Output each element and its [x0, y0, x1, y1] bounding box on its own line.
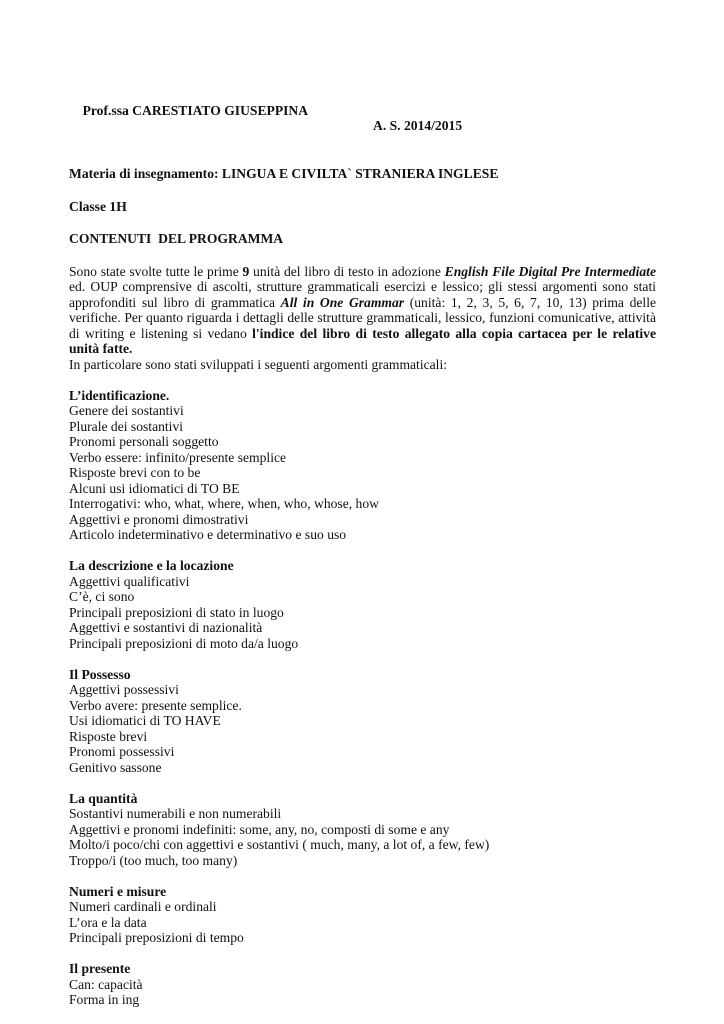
list-item: Pronomi personali soggetto	[69, 434, 219, 449]
section-4	[69, 884, 656, 946]
list-item: Aggettivi e pronomi dimostrativi	[69, 511, 249, 527]
list-item: Forma in ing	[69, 992, 140, 1007]
program-title: CONTENUTI DEL PROGRAMMA	[69, 231, 284, 246]
section-2	[69, 667, 656, 776]
list-item: Aggettivi qualificativi	[69, 573, 190, 589]
list-item: Principali preposizioni di stato in luogo	[69, 604, 284, 620]
section-title: L’identificazione.	[69, 387, 170, 403]
section-title: Il Possesso	[69, 666, 131, 682]
list-item: Aggettivi possessivi	[69, 682, 179, 697]
grammar-book-title: All in One Grammar	[280, 294, 405, 310]
list-item: Risposte brevi con to be	[69, 465, 201, 480]
intro-closing-line: In particolare sono stati sviluppati i seguenti argomenti grammaticali:	[69, 356, 448, 372]
list-item: Verbo essere: infinito/presente semplice	[69, 449, 287, 465]
intro-text-4: (unità: 1, 2, 3, 5, 6, 7, 10, 13) prima delle verifiche. Per quanto riguarda i dettagli delle strutture grammaticali, lessico, funzioni comunicative, attività di writing e listening si vedano	[69, 294, 657, 341]
intro-units-count: 9	[242, 263, 250, 279]
list-item: L’ora e la data	[69, 914, 147, 930]
list-item: Interrogativi: who, what, where, when, who, whose, how	[69, 496, 379, 511]
list-item: Alcuni usi idiomatici di TO BE	[69, 480, 240, 496]
section-title: Numeri e misure	[69, 883, 167, 899]
list-item: Plurale dei sostantivi	[69, 418, 184, 434]
list-item: Molto/i poco/chi con aggettivi e sostantivi ( much, many, a lot of, a few, few)	[69, 837, 490, 852]
section-5	[69, 961, 656, 1008]
list-item: Principali preposizioni di tempo	[69, 930, 244, 945]
textbook-title: English File Digital Pre Intermediate	[444, 263, 656, 279]
class-line: Classe 1H	[69, 198, 127, 214]
section-title: La descrizione e la locazione	[69, 558, 234, 573]
school-year: A. S. 2014/2015	[373, 118, 463, 133]
list-item: Principali preposizioni di moto da/a luogo	[69, 635, 299, 651]
list-item: Troppo/i (too much, too many)	[69, 852, 238, 868]
list-item: C’è, ci sono	[69, 589, 135, 604]
section-3	[69, 791, 656, 869]
list-item: Articolo indeterminativo e determinativo e suo uso	[69, 527, 347, 542]
list-item: Numeri cardinali e ordinali	[69, 899, 217, 914]
list-item: Usi idiomatici di TO HAVE	[69, 713, 221, 728]
teacher-name: Prof.ssa CARESTIATO GIUSEPPINA	[82, 102, 309, 118]
intro-text-3: ed. OUP comprensive di ascolti, strutture grammaticali esercizi e lessico; gli stessi argomenti sono stati approfonditi sul libro di grammatica	[69, 279, 656, 310]
section-1	[69, 558, 656, 651]
list-item: Risposte brevi	[69, 728, 148, 744]
section-title: Il presente	[69, 961, 131, 976]
section-0	[69, 388, 656, 543]
list-item: Can: capacità	[69, 976, 143, 992]
section-title: La quantità	[69, 790, 138, 806]
list-item: Aggettivi e pronomi indefiniti: some, any, no, composti di some e any	[69, 821, 450, 837]
document-page	[69, 87, 656, 1008]
intro-index-note: l'indice del libro di testo allegato alla copia cartacea per le relative unità fatte.	[69, 325, 656, 356]
list-item: Genere dei sostantivi	[69, 403, 184, 418]
list-item: Genitivo sassone	[69, 759, 162, 775]
list-item: Aggettivi e sostantivi di nazionalità	[69, 620, 263, 635]
header-teacher-line	[69, 87, 656, 149]
intro-paragraph	[69, 264, 656, 357]
subject-line: Materia di insegnamento: LINGUA E CIVILTA` STRANIERA INGLESE	[69, 166, 499, 181]
intro-text-2: unità del libro di testo in adozione	[249, 263, 445, 279]
list-item: Sostantivi numerabili e non numerabili	[69, 806, 282, 821]
grammar-sections	[69, 388, 656, 1008]
list-item: Pronomi possessivi	[69, 744, 175, 759]
intro-text-1: Sono state svolte tutte le prime	[69, 263, 243, 279]
list-item: Verbo avere: presente semplice.	[69, 697, 242, 713]
